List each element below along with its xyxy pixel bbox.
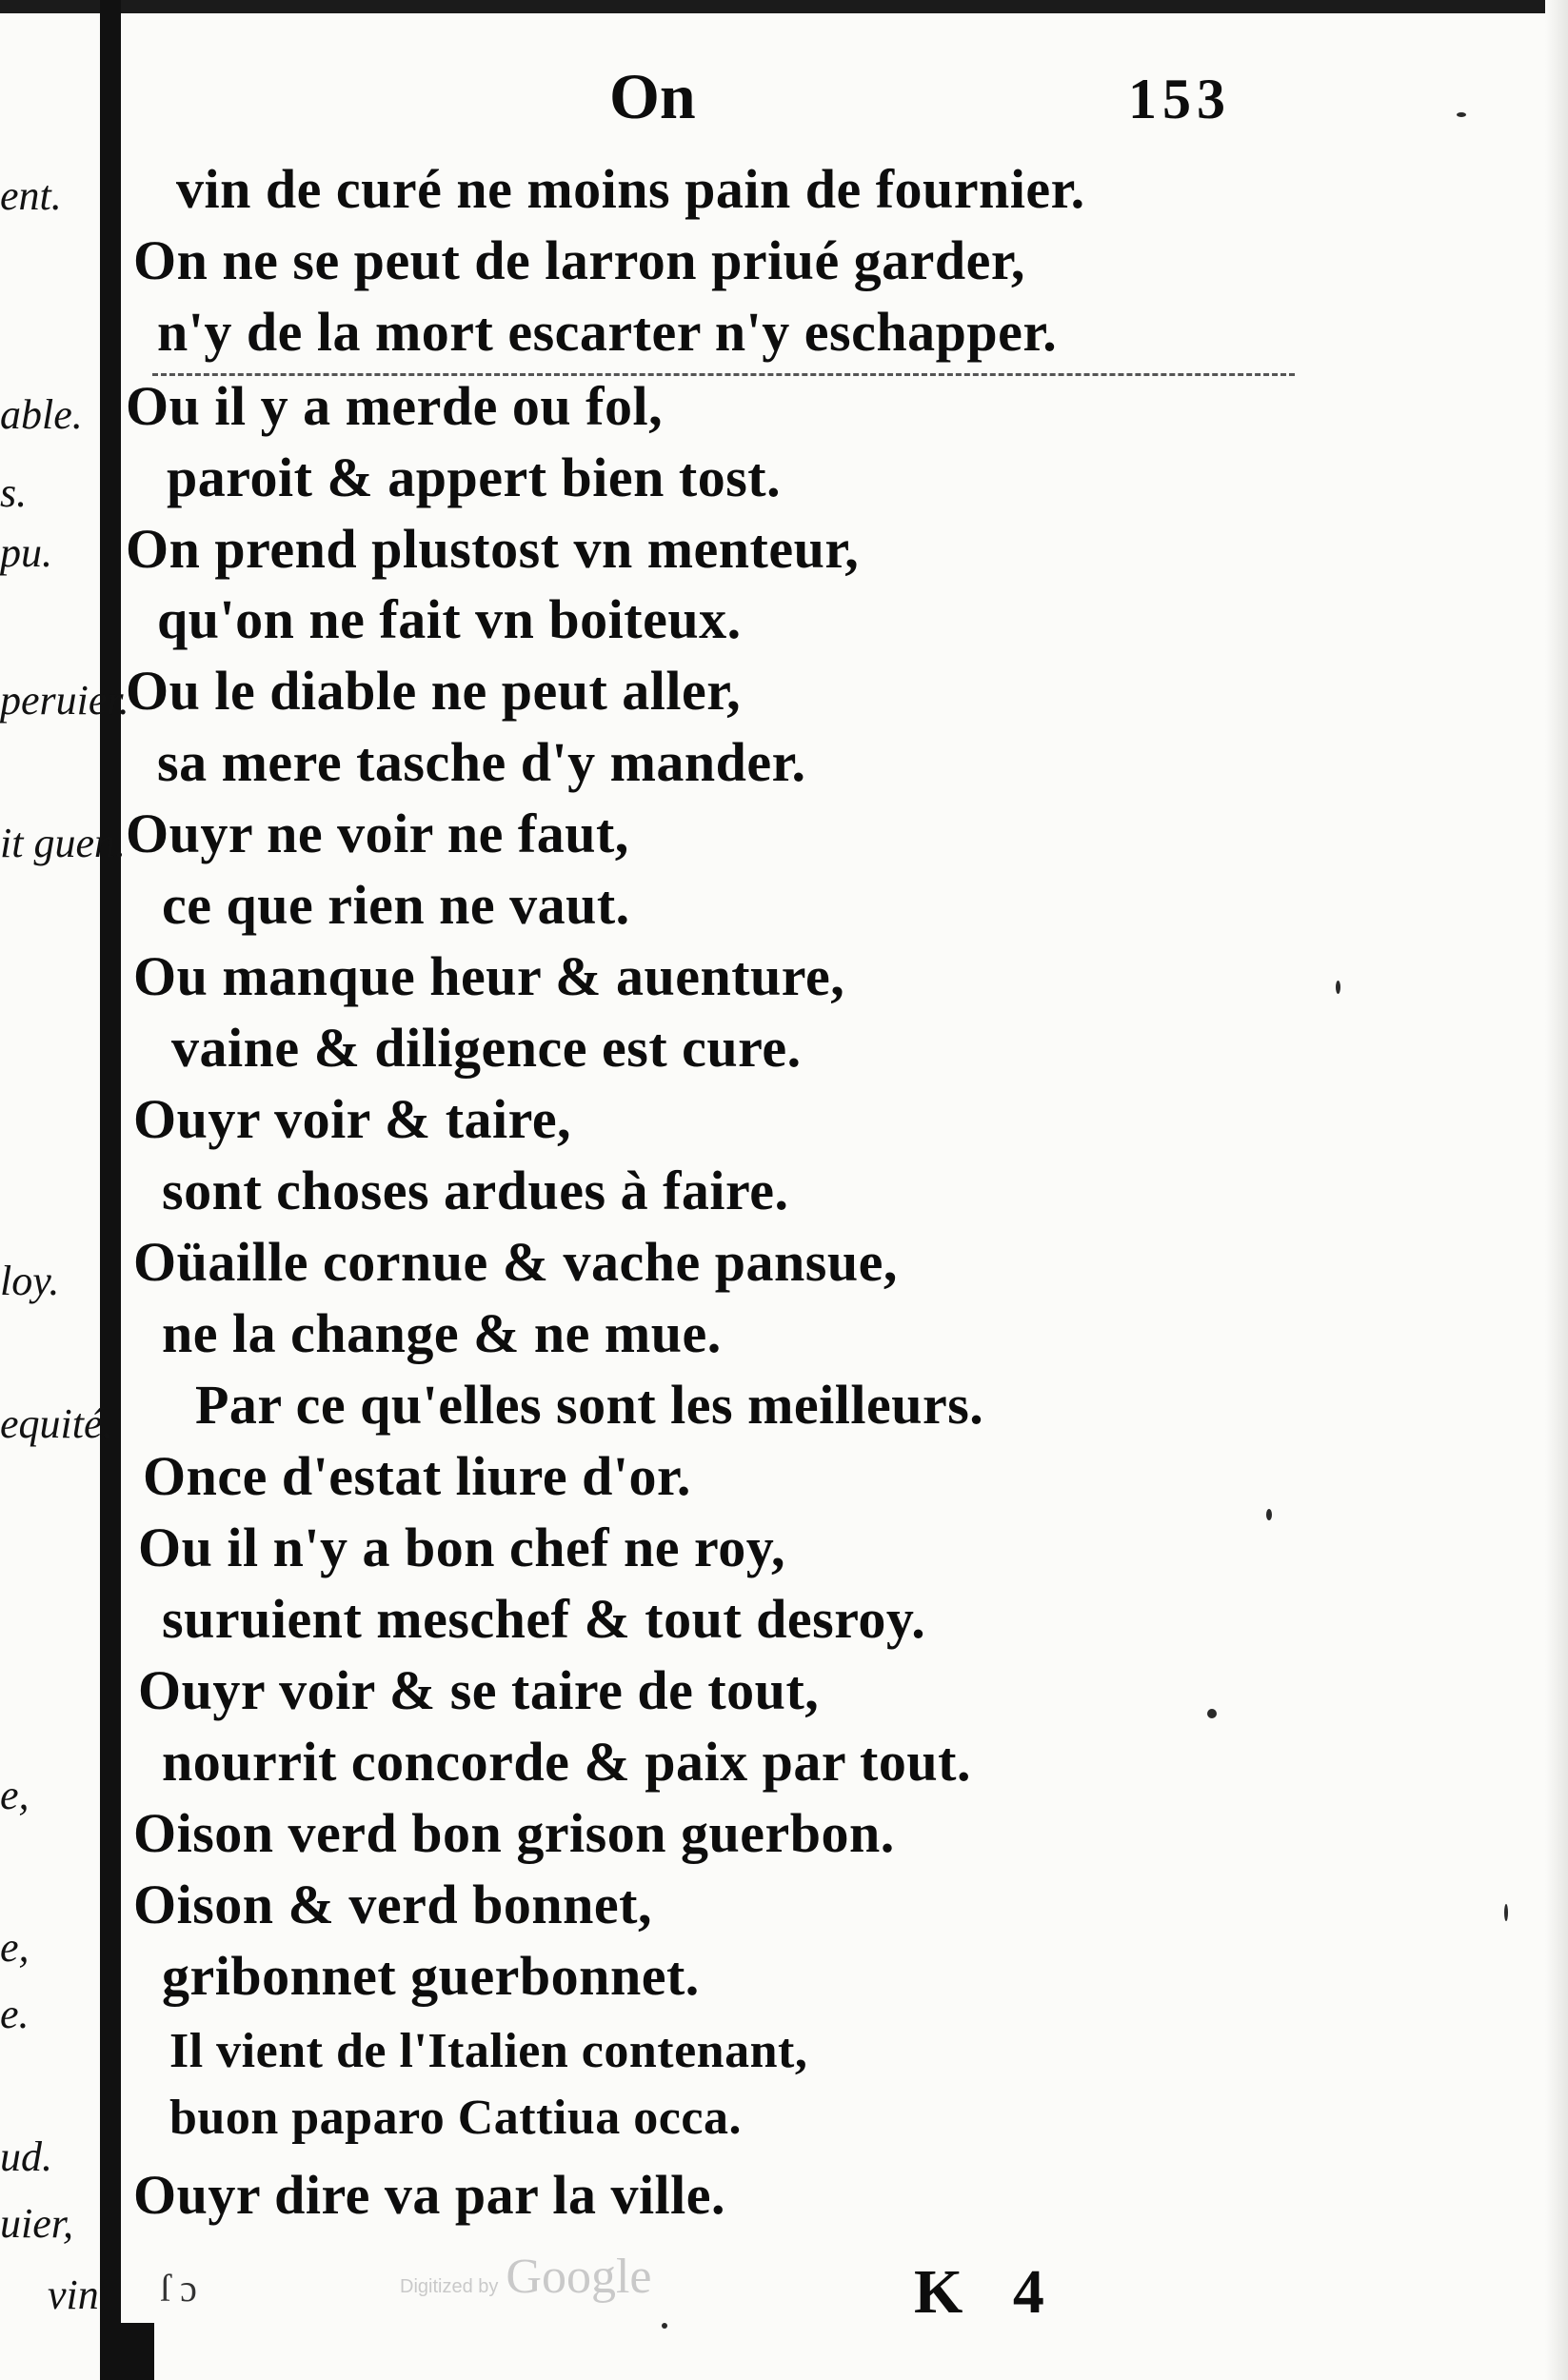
scan-speck bbox=[1207, 1709, 1217, 1718]
text-line: suruient meschef & tout desroy. bbox=[162, 1588, 926, 1650]
scan-speck bbox=[662, 2323, 667, 2329]
scan-speck bbox=[1336, 981, 1340, 994]
text-line: vin de curé ne moins pain de fournier. bbox=[176, 158, 1085, 220]
margin-fragment: peruier. bbox=[0, 677, 129, 724]
text-line: Ouyr voir & se taire de tout, bbox=[138, 1659, 820, 1721]
text-line: Ouyr ne voir ne faut, bbox=[126, 803, 629, 864]
text-line: gribonnet guerbonnet. bbox=[162, 1945, 700, 2007]
margin-fragment: equité. bbox=[0, 1400, 113, 1447]
top-shadow bbox=[0, 0, 1568, 13]
margin-fragment: e. bbox=[0, 1991, 30, 2037]
signature-mark: K 4 bbox=[914, 2257, 1062, 2327]
margin-fragment: it guen. bbox=[0, 820, 126, 866]
binding-gutter bbox=[100, 0, 121, 2380]
running-head: On bbox=[609, 60, 696, 132]
margin-fragment: able. bbox=[0, 391, 83, 438]
text-line: Ouyr dire va par la ville. bbox=[133, 2164, 726, 2226]
margin-fragment: ent. bbox=[0, 172, 62, 219]
margin-fragment: e, bbox=[0, 1772, 30, 1818]
text-line: Ou il y a merde ou fol, bbox=[126, 375, 664, 437]
margin-fragment: uier, bbox=[0, 2200, 73, 2247]
stray-mark: ſ ɔ bbox=[160, 2267, 197, 2310]
text-line: sa mere tasche d'y mander. bbox=[157, 731, 806, 793]
text-line: qu'on ne fait vn boiteux. bbox=[157, 588, 742, 650]
text-line: On ne se peut de larron priué garder, bbox=[133, 229, 1025, 291]
text-line: Ouyr voir & taire, bbox=[133, 1088, 572, 1150]
text-line: Oison & verd bonnet, bbox=[133, 1874, 652, 1935]
right-edge-shadow bbox=[1545, 0, 1568, 2380]
watermark-prefix: Digitized by bbox=[400, 2276, 499, 2297]
text-line: Ou il n'y a bon chef ne roy, bbox=[138, 1517, 786, 1578]
margin-fragment: ud. bbox=[0, 2133, 52, 2180]
text-line: nourrit concorde & paix par tout. bbox=[162, 1731, 971, 1793]
binding-gutter-corner bbox=[116, 2323, 154, 2380]
margin-fragment: s. bbox=[0, 469, 28, 516]
text-line: Oüaille cornue & vache pansue, bbox=[133, 1231, 898, 1293]
text-line: Il vient de l'Italien contenant, bbox=[169, 2024, 808, 2078]
text-line: ce que rien ne vaut. bbox=[162, 874, 630, 936]
text-line: sont choses ardues à faire. bbox=[162, 1160, 789, 1221]
margin-fragment: e, bbox=[0, 1924, 30, 1971]
scan-speck bbox=[1457, 112, 1466, 117]
text-line: Ou manque heur & auenture, bbox=[133, 945, 845, 1007]
scan-speck bbox=[1504, 1904, 1508, 1921]
scan-speck bbox=[1266, 1509, 1272, 1520]
text-line: vaine & diligence est cure. bbox=[171, 1017, 802, 1079]
text-line: n'y de la mort escarter n'y eschapper. bbox=[157, 301, 1058, 363]
text-line: Par ce qu'elles sont les meilleurs. bbox=[195, 1374, 984, 1436]
text-line: Ou le diable ne peut aller, bbox=[126, 660, 742, 722]
watermark-brand: Google bbox=[506, 2250, 652, 2304]
text-line: Oison verd bon grison guerbon. bbox=[133, 1802, 895, 1864]
text-line: paroit & appert bien tost. bbox=[167, 446, 782, 508]
margin-fragment: pu. bbox=[0, 529, 52, 576]
text-line: ne la change & ne mue. bbox=[162, 1302, 722, 1364]
page-number: 153 bbox=[1128, 68, 1231, 130]
text-line: Once d'estat liure d'or. bbox=[143, 1445, 691, 1507]
margin-fragment: vin bbox=[48, 2271, 99, 2318]
margin-fragment: loy. bbox=[0, 1258, 60, 1304]
text-line: buon paparo Cattiua occa. bbox=[169, 2091, 742, 2145]
text-line: On prend plustost vn menteur, bbox=[126, 518, 860, 580]
digitized-watermark bbox=[400, 2249, 651, 2305]
